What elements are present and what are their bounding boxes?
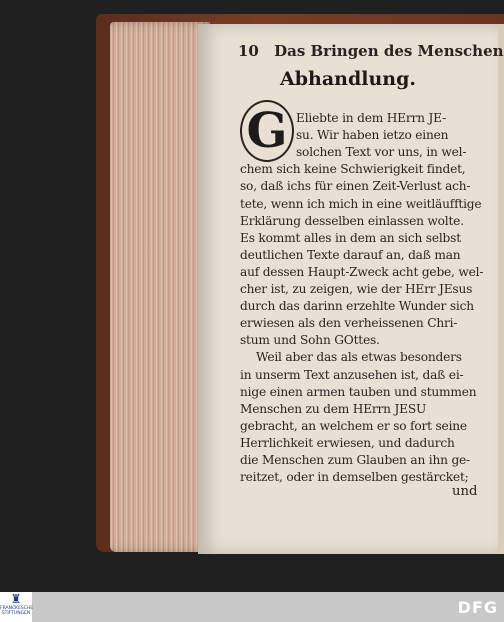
text-line: Weil aber das als etwas besonders — [256, 350, 462, 365]
text-line: Eliebte in dem HErrn JE- — [296, 111, 446, 125]
text-line: Herrlichkeit erwiesen, und dadurch — [240, 435, 455, 450]
text-line: nige einen armen tauben und stummen — [240, 384, 477, 399]
text-line: durch das darinn erzehlte Wunder sich — [240, 299, 474, 314]
text-line: die Menschen zum Glauben an ihn ge- — [240, 453, 470, 467]
text-line: stum und Sohn GOttes. — [240, 333, 380, 348]
text-line: Menschen zu dem HErrn JESU — [240, 401, 427, 416]
text-line: reitzet, oder in demselben gestärcket; — [240, 470, 469, 485]
text-line: erwiesen als den verheissenen Chri- — [240, 316, 458, 331]
text-line: auf dessen Haupt-Zweck acht gebe, wel- — [240, 264, 484, 279]
text-line: chem sich keine Schwierigkeit findet, — [240, 162, 466, 177]
viewer-footer — [0, 592, 504, 622]
page-edges — [110, 22, 210, 552]
institution-logo[interactable] — [0, 592, 32, 622]
text-line: so, daß ichs für einen Zeit-Verlust ach- — [240, 179, 471, 194]
institution-logo-icon: ♜ — [10, 592, 22, 606]
text-line: Es kommt alles in dem an sich selbst — [240, 230, 461, 245]
text-line: Erklärung desselben einlassen wolte. — [240, 213, 464, 228]
text-line: in unserm Text anzusehen ist, daß ei- — [240, 367, 464, 382]
text-line: su. Wir haben ietzo einen — [296, 128, 449, 143]
institution-logo-text: FRANCKESCHE STIFTUNGEN — [0, 606, 34, 616]
text-line: deutlichen Texte darauf an, daß man — [240, 247, 461, 262]
book-page — [198, 24, 504, 554]
text-line: gebracht, an welchem er so fort seine — [240, 418, 467, 433]
page-number: 10 — [238, 42, 259, 60]
section-title: Abhandlung. — [280, 68, 416, 90]
text-line: solchen Text vor uns, in wel- — [296, 145, 467, 160]
running-head-text: Das Bringen des Menschen — [274, 42, 504, 60]
running-head — [238, 42, 504, 60]
text-line: tete, wenn ich mich in eine weitläufftige — [240, 196, 482, 211]
catchword: und — [452, 484, 478, 499]
dfg-logo[interactable]: DFG — [457, 598, 498, 617]
decorated-initial: G — [240, 100, 294, 162]
text-line: cher ist, zu zeigen, wie der HErr JEsus — [240, 282, 473, 296]
